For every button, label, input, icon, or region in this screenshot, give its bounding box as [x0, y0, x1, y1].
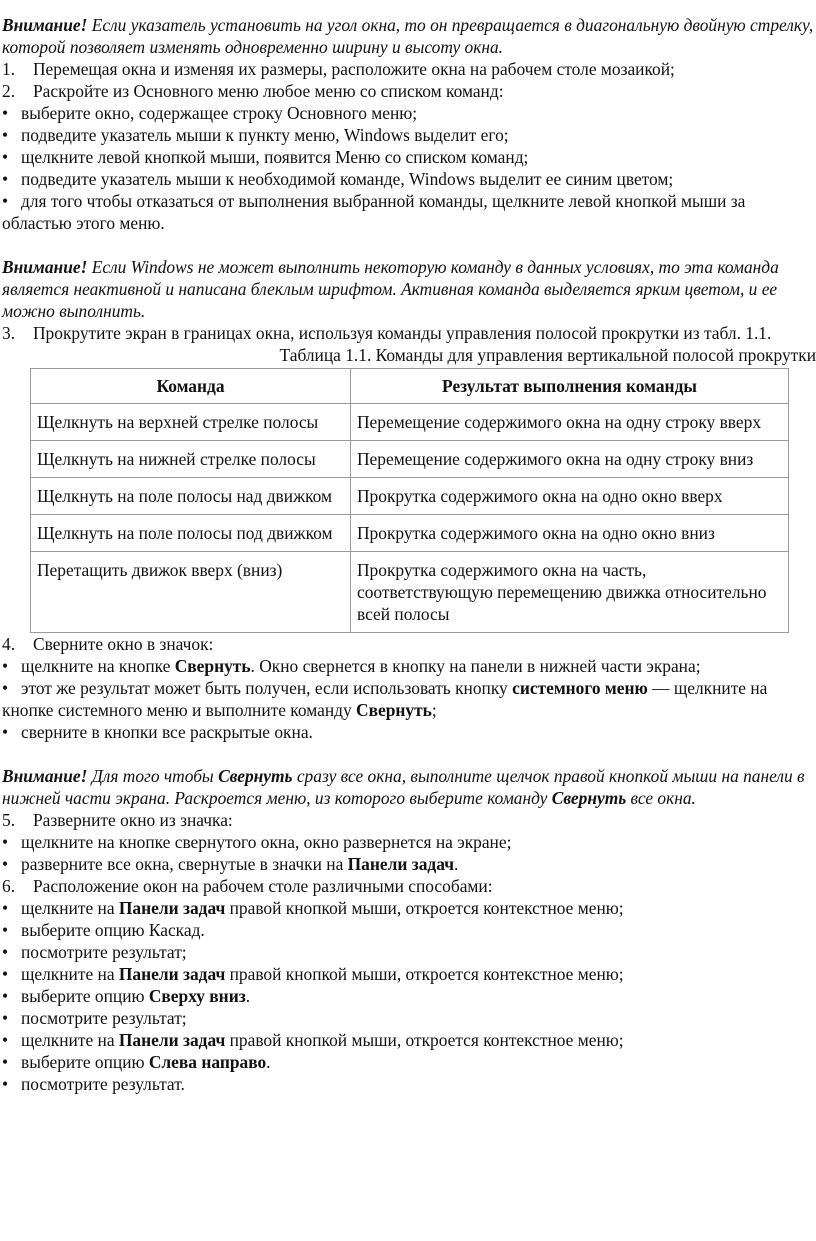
bullet-text: правой кнопкой мыши, откроется контекстное меню; [225, 1030, 624, 1050]
step-number: 2. [2, 81, 16, 101]
table-cell: Прокрутка содержимого окна на одно окно вверх [351, 478, 789, 515]
bullet-text: выберите опцию Каскад. [21, 920, 205, 940]
bullet-icon: • [2, 832, 9, 852]
note-text: сразу все окна, выполните щелчок правой кнопкой мыши на панели в нижней части экрана. Раскроется меню, из которого выберите команду [2, 766, 805, 808]
bullet-icon: • [2, 103, 9, 123]
table-cell: Перетащить движок вверх (вниз) [31, 552, 351, 633]
bullet-text: щелкните на кнопке [21, 656, 175, 676]
table-cell: Щелкнуть на поле полосы над движком [31, 478, 351, 515]
table-cell: Перемещение содержимого окна на одну строку вверх [351, 404, 789, 441]
bullet-text: правой кнопкой мыши, откроется контекстное меню; [225, 964, 624, 984]
bullet-text: . Окно свернется в кнопку на панели в нижней части экрана; [250, 656, 701, 676]
table-row [31, 515, 789, 552]
bullet-icon: • [2, 942, 9, 962]
column-header: Команда [31, 369, 351, 404]
bullet-icon: • [2, 1052, 9, 1072]
table-cell: Щелкнуть на нижней стрелке полосы [31, 441, 351, 478]
bullet-icon: • [2, 898, 9, 918]
bold-term: Слева направо [148, 1052, 267, 1072]
bullet-item [0, 831, 816, 853]
step-2 [0, 80, 816, 102]
bullet-text: . [454, 854, 459, 874]
bullet-icon: • [2, 147, 9, 167]
document-page [0, 14, 816, 1095]
bullet-text: щелкните на [21, 898, 119, 918]
bullet-item [0, 190, 816, 234]
bullet-text: выберите опцию [21, 1052, 149, 1072]
bullet-text: подведите указатель мыши к необходимой команде, Windows выделит ее синим цветом; [21, 169, 674, 189]
table-row [31, 478, 789, 515]
bullet-text: разверните все окна, свернутые в значки на [21, 854, 348, 874]
bullet-item [0, 1029, 816, 1051]
note-text: Если Windows не может выполнить некоторую команду в данных условиях, то эта команда является неактивной и написана блеклым шрифтом. Активная команда выделяется ярким цветом, и ее можно выполнить. [2, 257, 779, 321]
commands-table [30, 368, 789, 633]
note-label: Внимание! [2, 766, 88, 786]
column-header: Результат выполнения команды [351, 369, 789, 404]
table-row [31, 552, 789, 633]
bullet-text: щелкните на кнопке свернутого окна, окно развернется на экране; [21, 832, 512, 852]
bullet-icon: • [2, 1008, 9, 1028]
note-paragraph-3 [0, 765, 816, 809]
note-label: Внимание! [2, 257, 88, 277]
bullet-text: — щелкните на кнопке системного меню и выполните команду [2, 678, 768, 720]
bullet-item [0, 677, 816, 721]
note-text: все окна. [626, 788, 696, 808]
bullet-item [0, 1073, 816, 1095]
bold-term: Свернуть [356, 700, 432, 720]
bullet-text: посмотрите результат. [21, 1074, 185, 1094]
step-number: 6. [2, 876, 16, 896]
table-row [31, 441, 789, 478]
bullet-text: выберите окно, содержащее строку Основного меню; [21, 103, 418, 123]
bold-term: Сверху вниз [148, 986, 246, 1006]
bullet-text: этот же результат может быть получен, если использовать кнопку [21, 678, 513, 698]
bullet-icon: • [2, 722, 9, 742]
bullet-text: ; [431, 700, 437, 720]
bold-term: Панели задач [118, 964, 226, 984]
step-text: Разверните окно из значка: [33, 810, 233, 830]
bullet-item [0, 168, 816, 190]
step-text: Прокрутите экран в границах окна, используя команды управления полосой прокрутки из табл. 1.1. [33, 323, 772, 343]
bullet-item [0, 655, 816, 677]
step-1 [0, 58, 816, 80]
bullet-item [0, 985, 816, 1007]
bullet-item [0, 721, 816, 743]
step-number: 5. [2, 810, 16, 830]
note-paragraph-1 [0, 14, 816, 58]
bullet-icon: • [2, 678, 9, 698]
bullet-icon: • [2, 920, 9, 940]
bullet-item [0, 897, 816, 919]
note-paragraph-2 [0, 256, 816, 322]
step-number: 3. [2, 323, 16, 343]
step-6 [0, 875, 816, 897]
bold-term: Свернуть [174, 656, 251, 676]
step-number: 1. [2, 59, 16, 79]
bullet-item [0, 124, 816, 146]
bullet-icon: • [2, 1074, 9, 1094]
bullet-item [0, 853, 816, 875]
bullet-item [0, 941, 816, 963]
bullet-item [0, 1007, 816, 1029]
step-text: Раскройте из Основного меню любое меню со списком команд: [33, 81, 504, 101]
bullet-icon: • [2, 986, 9, 1006]
bullet-item [0, 102, 816, 124]
bold-term: Свернуть [551, 788, 627, 808]
step-text: Расположение окон на рабочем столе различными способами: [33, 876, 493, 896]
table-cell: Щелкнуть на верхней стрелке полосы [31, 404, 351, 441]
bold-term: Панели задач [347, 854, 455, 874]
table-cell: Перемещение содержимого окна на одну строку вниз [351, 441, 789, 478]
bullet-text: правой кнопкой мыши, откроется контекстное меню; [225, 898, 624, 918]
step-text: Сверните окно в значок: [33, 634, 214, 654]
bold-term: системного меню [512, 678, 648, 698]
step-3 [0, 322, 816, 344]
bullet-icon: • [2, 125, 9, 145]
step-4 [0, 633, 816, 655]
bullet-text: щелкните на [21, 964, 119, 984]
bullet-icon: • [2, 854, 9, 874]
bold-term: Свернуть [218, 766, 293, 786]
note-label: Внимание! [2, 15, 88, 35]
bullet-text: посмотрите результат; [21, 1008, 187, 1028]
bullet-text: выберите опцию [21, 986, 149, 1006]
step-5 [0, 809, 816, 831]
table-cell: Щелкнуть на поле полосы под движком [31, 515, 351, 552]
bullet-icon: • [2, 964, 9, 984]
table-row [31, 404, 789, 441]
bold-term: Панели задач [118, 1030, 226, 1050]
bullet-text: щелкните на [21, 1030, 119, 1050]
bullet-text: подведите указатель мыши к пункту меню, Windows выделит его; [21, 125, 509, 145]
bullet-text: . [245, 986, 251, 1006]
bullet-item [0, 1051, 816, 1073]
bullet-text: сверните в кнопки все раскрытые окна. [21, 722, 313, 742]
bullet-text: щелкните левой кнопкой мыши, появится Меню со списком команд; [21, 147, 529, 167]
table-header-row [31, 369, 789, 404]
bullet-icon: • [2, 1030, 9, 1050]
bullet-text: посмотрите результат; [21, 942, 187, 962]
bullet-item [0, 963, 816, 985]
table-cell: Прокрутка содержимого окна на часть, соответствующую перемещению движка относительно всей полосы [351, 552, 789, 633]
table-cell: Прокрутка содержимого окна на одно окно вниз [351, 515, 789, 552]
bullet-text: для того чтобы отказаться от выполнения выбранной команды, щелкните левой кнопкой мыши за областью этого меню. [2, 191, 746, 233]
bullet-icon: • [2, 191, 9, 211]
bold-term: Панели задач [118, 898, 226, 918]
bullet-text: . [266, 1052, 271, 1072]
bullet-item [0, 919, 816, 941]
bullet-item [0, 146, 816, 168]
bullet-icon: • [2, 656, 9, 676]
bullet-icon: • [2, 169, 9, 189]
note-text: Для того чтобы [87, 766, 219, 786]
table-caption: Таблица 1.1. Команды для управления вертикальной полосой прокрутки [279, 345, 816, 365]
step-number: 4. [2, 634, 16, 654]
step-text: Перемещая окна и изменяя их размеры, расположите окна на рабочем столе мозаикой; [33, 59, 675, 79]
note-text: Если указатель установить на угол окна, то он превращается в диагональную двойную стрелку, которой позволяет изменять одновременно ширину и высоту окна. [2, 15, 814, 57]
